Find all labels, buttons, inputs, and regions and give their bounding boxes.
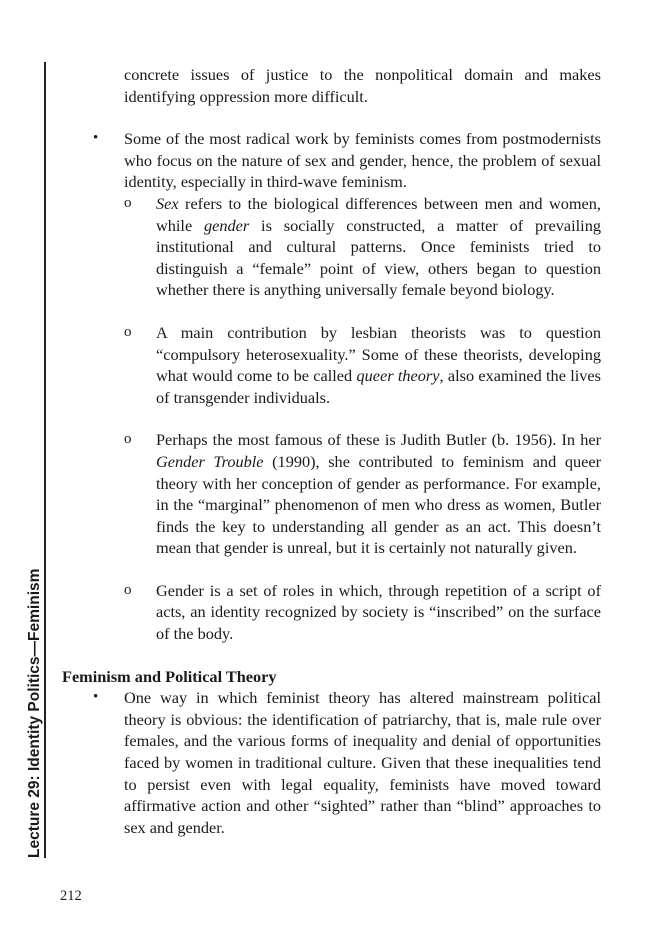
sub-item-sex-gender [124,193,601,301]
sub-bullet-marker: o [124,194,132,211]
bullet-item-patriarchy [93,687,601,838]
sub-bullet-marker: o [124,323,132,340]
sub-bullet-marker: o [124,431,132,448]
page-body [0,64,660,838]
sub-item-judith-butler [124,429,601,559]
lecture-side-label: Lecture 29: Identity Politics—Feminism [26,568,43,858]
section-heading: Feminism and Political Theory [62,666,277,686]
bullet-text: One way in which feminist theory has altered mainstream political theory is obvious: the identification of patriarchy, that is, male rule over females, and the various forms of inequality and denial of opportunities faced by women in traditional culture. Given that these inequalities tend to persist even with legal equality, feminists have moved toward affirmative action and other “sighted” rather than “blind” approaches to sex and gender. [124,688,601,837]
term-sex: Sex [156,193,179,213]
page-number: 212 [60,888,82,904]
bullet-item-postmodern [93,128,601,193]
sub-item-text: Perhaps the most famous of these is Judith Butler (b. 1956). In her Gender Trouble (1990), she contributed to feminism and queer theory with her conception of gender as performance. For example, in the “marginal” phenomenon of men who dress as women, Butler finds the key to understanding all gender as an act. This doesn’t mean that gender is unreal, but it is certainly not naturally given. [156,430,601,558]
term-queer-theory: queer theory [356,366,440,386]
bullet-marker: • [93,130,99,147]
book-title: Gender Trouble [156,451,264,471]
sub-item-text: Sex refers to the biological differences between men and women, while gender is socially constructed, a matter of prevailing institutional and cultural patterns. Once feminists tried to distinguish a “female” point of view, others began to question whether there is anything universally female beyond biology. [156,193,601,300]
sub-item-text: A main contribution by lesbian theorists was to question “compulsory heterosexuality.” Some of these theorists, developing what would come to be called queer theory, also examined the lives of transgender individuals. [156,322,601,407]
sub-item-text: Gender is a set of roles in which, through repetition of a script of acts, an identity recognized by society is “inscribed” on the surface of the body. [156,580,601,644]
sub-bullet-marker: o [124,581,132,598]
sub-item-gender-roles [124,580,601,645]
bullet-text: Some of the most radical work by feminists comes from postmodernists who focus on the nature of sex and gender, hence, the problem of sexual identity, especially in third-wave feminism. [124,129,601,192]
term-gender: gender [204,215,250,235]
sub-item-lesbian-theorists [124,322,601,408]
continuation-paragraph: concrete issues of justice to the nonpolitical domain and makes identifying oppression more difficult. [124,65,601,106]
bullet-marker: • [93,689,99,706]
